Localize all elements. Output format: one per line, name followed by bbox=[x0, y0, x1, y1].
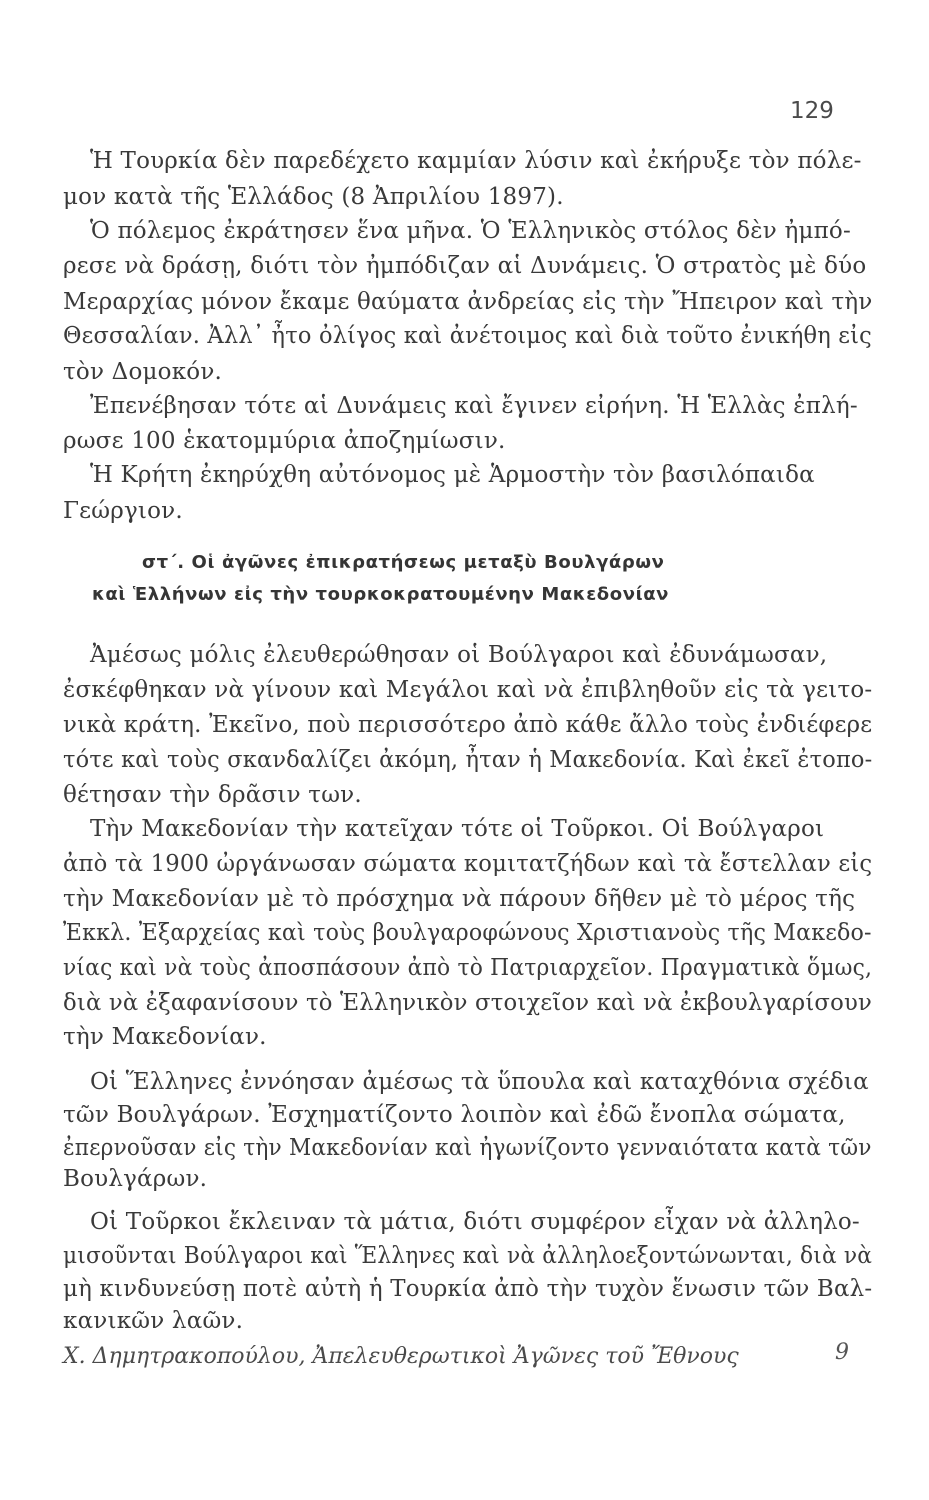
text-line: τὸν Δομοκόν. bbox=[63, 359, 223, 385]
text-line: τὴν Μακεδονίαν. bbox=[63, 1024, 267, 1050]
text-line: ρωσε 100 ἑκατομμύρια ἀποζημίωσιν. bbox=[63, 428, 506, 454]
text-line: Βουλγάρων. bbox=[63, 1166, 208, 1192]
footer-attribution: Χ. Δημητρακοπούλου, Ἀπελευθερωτικοὶ Ἀγῶνες τοῦ Ἔθνους bbox=[63, 1344, 739, 1369]
text-line: διὰ νὰ ἐξαφανίσουν τὸ Ἑλληνικὸν στοιχεῖον καὶ νὰ ἐκβουλγαρίσουν bbox=[63, 990, 872, 1016]
text-line: Οἱ Τοῦρκοι ἔκλειναν τὰ μάτια, διότι συμφέρον εἶχαν νὰ ἀλληλο- bbox=[90, 1209, 860, 1235]
text-line: ρεσε νὰ δράσῃ, διότι τὸν ἠμπόδιζαν αἱ Δυνάμεις. Ὁ στρατὸς μὲ δύο bbox=[63, 253, 867, 279]
text-line: Μεραρχίας μόνον ἔκαμε θαύματα ἀνδρείας εἰς τὴν Ἤπειρον καὶ τὴν bbox=[63, 289, 873, 315]
text-line: τότε καὶ τοὺς σκανδαλίζει ἀκόμη, ἦταν ἡ Μακεδονία. Καὶ ἐκεῖ ἐτοπο- bbox=[63, 747, 873, 773]
text-line: Τὴν Μακεδονίαν τὴν κατεῖχαν τότε οἱ Τοῦρκοι. Οἱ Βούλγαροι bbox=[90, 816, 825, 842]
text-line: Ἐκκλ. Ἐξαρχείας καὶ τοὺς βουλγαροφώνους Χριστιανοὺς τῆς Μακεδο- bbox=[63, 920, 872, 946]
section-heading-line-2: καὶ Ἑλλήνων εἰς τὴν τουρκοκρατουμένην Μακεδονίαν bbox=[92, 584, 670, 605]
text-line: τῶν Βουλγάρων. Ἐσχηματίζοντο λοιπὸν καὶ ἐδῶ ἔνοπλα σώματα, bbox=[63, 1102, 846, 1128]
page-number: 129 bbox=[790, 98, 834, 124]
text-line: Ὁ πόλεμος ἐκράτησεν ἕνα μῆνα. Ὁ Ἑλληνικὸς στόλος δὲν ἠμπό- bbox=[90, 218, 851, 244]
text-line: Θεσσαλίαν. Ἀλλ᾽ ἦτο ὀλίγος καὶ ἀνέτοιμος καὶ διὰ τοῦτο ἐνικήθη εἰς bbox=[63, 323, 872, 349]
text-line: μον κατὰ τῆς Ἑλλάδος (8 Ἀπριλίου 1897). bbox=[63, 184, 564, 210]
text-line: Ἡ Τουρκία δὲν παρεδέχετο καμμίαν λύσιν καὶ ἐκήρυξε τὸν πόλε- bbox=[90, 148, 862, 174]
text-line: μὴ κινδυνεύσῃ ποτὲ αὐτὴ ἡ Τουρκία ἀπὸ τὴν τυχὸν ἕνωσιν τῶν Βαλ- bbox=[63, 1276, 873, 1302]
text-line: Οἱ Ἕλληνες ἐννόησαν ἀμέσως τὰ ὕπουλα καὶ καταχθόνια σχέδια bbox=[90, 1069, 869, 1095]
text-line: μισοῦνται Βούλγαροι καὶ Ἕλληνες καὶ νὰ ἀλληλοεξοντώνωνται, διὰ νὰ bbox=[63, 1243, 873, 1269]
text-line: Ἡ Κρήτη ἐκηρύχθη αὐτόνομος μὲ Ἁρμοστὴν τὸν βασιλόπαιδα bbox=[90, 462, 815, 488]
text-line: νίας καὶ νὰ τοὺς ἀποσπάσουν ἀπὸ τὸ Πατριαρχεῖον. Πραγματικὰ ὅμως, bbox=[63, 955, 873, 981]
text-line: Γεώργιον. bbox=[63, 498, 183, 524]
text-line: ἐπερνοῦσαν εἰς τὴν Μακεδονίαν καὶ ἠγωνίζοντο γενναιότατα κατὰ τῶν bbox=[63, 1135, 872, 1161]
text-line: ἀπὸ τὰ 1900 ὠργάνωσαν σώματα κομιτατζήδων καὶ τὰ ἔστελλαν εἰς bbox=[63, 851, 873, 877]
text-line: κανικῶν λαῶν. bbox=[63, 1308, 244, 1334]
section-heading-line-1: στ΄. Οἱ ἀγῶνες ἐπικρατήσεως μεταξὺ Βουλγάρων bbox=[142, 552, 665, 573]
text-line: Ἐπενέβησαν τότε αἱ Δυνάμεις καὶ ἔγινεν εἰρήνη. Ἡ Ἑλλὰς ἐπλή- bbox=[90, 393, 858, 419]
text-line: Ἀμέσως μόλις ἐλευθερώθησαν οἱ Βούλγαροι καὶ ἐδυνάμωσαν, bbox=[90, 642, 828, 668]
text-line: νικὰ κράτη. Ἐκεῖνο, ποὺ περισσότερο ἀπὸ κάθε ἄλλο τοὺς ἐνδιέφερε bbox=[63, 712, 873, 738]
text-line: ἐσκέφθηκαν νὰ γίνουν καὶ Μεγάλοι καὶ νὰ ἐπιβληθοῦν εἰς τὰ γειτο- bbox=[63, 677, 873, 703]
signature-mark: 9 bbox=[835, 1340, 849, 1365]
text-line: τὴν Μακεδονίαν μὲ τὸ πρόσχημα νὰ πάρουν δῆθεν μὲ τὸ μέρος τῆς bbox=[63, 886, 856, 912]
text-line: θέτησαν τὴν δρᾶσιν των. bbox=[63, 782, 362, 808]
